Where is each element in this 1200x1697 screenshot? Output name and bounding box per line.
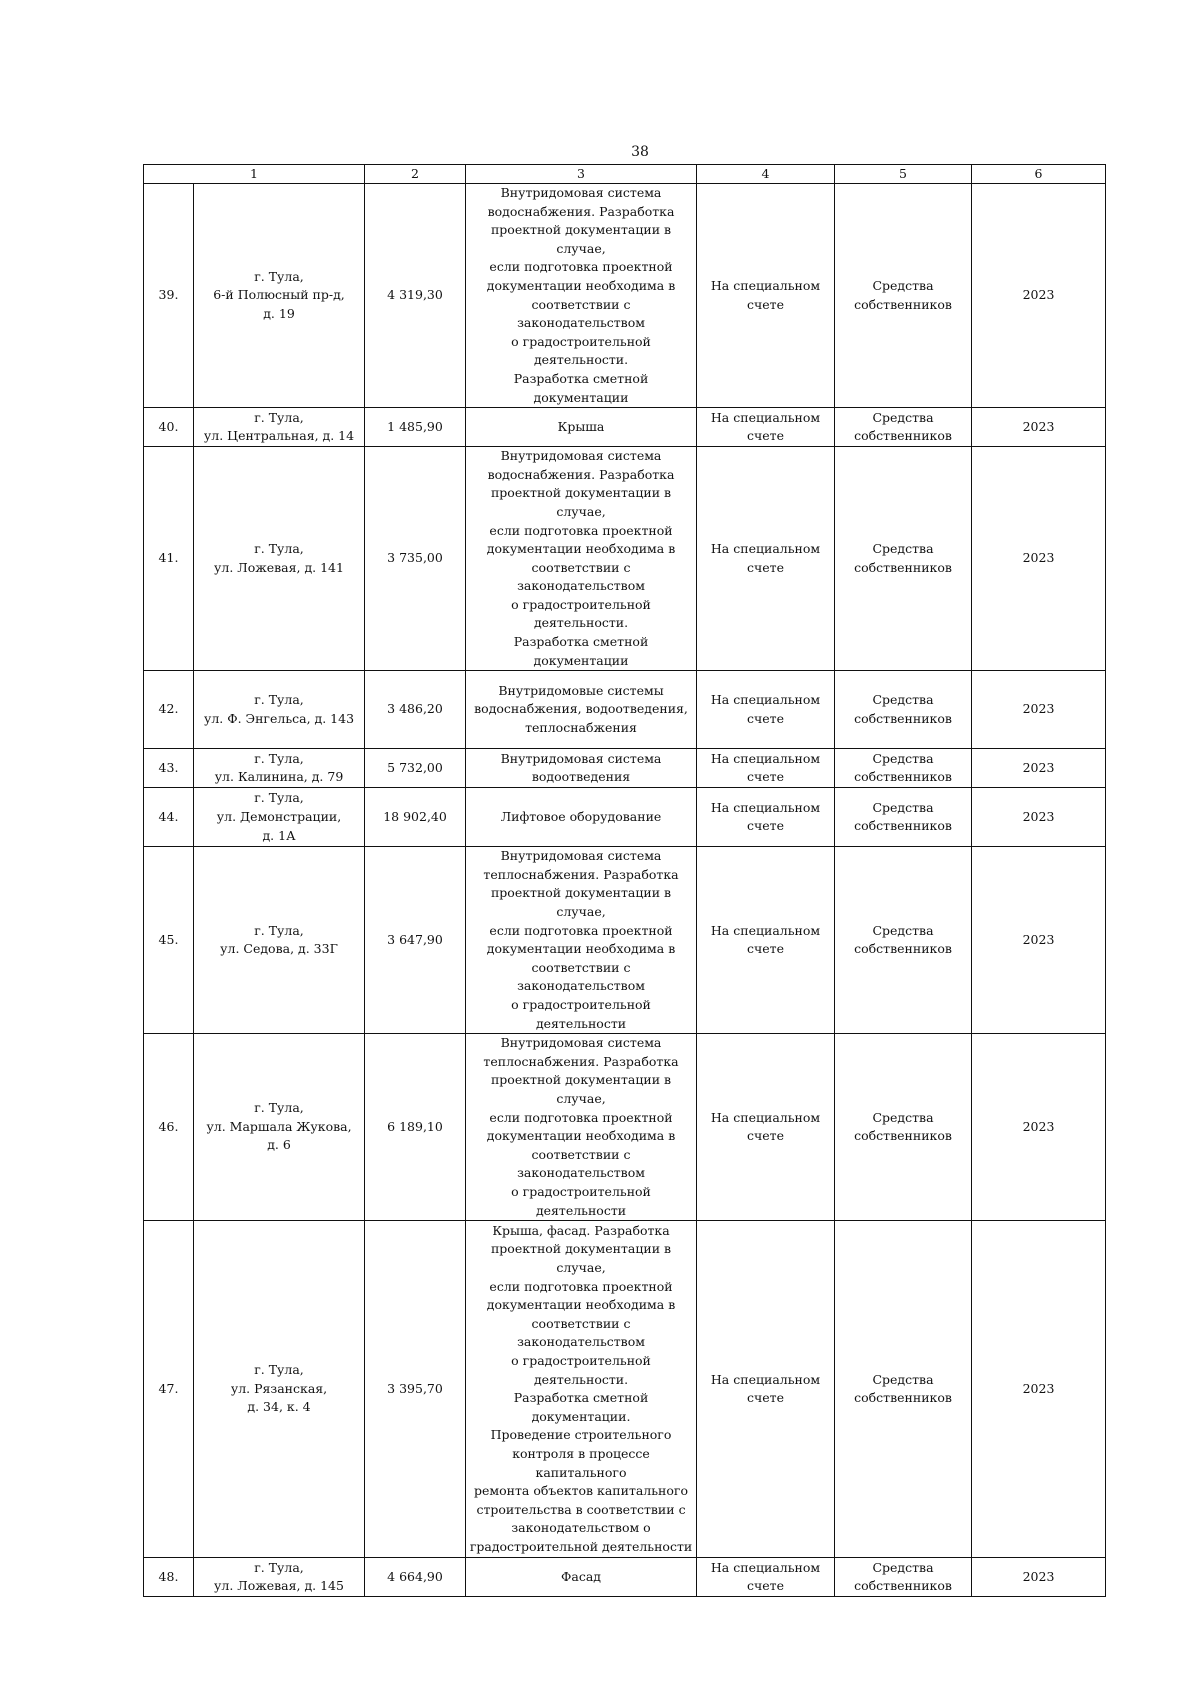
area-cell: 4 664,90 <box>365 1558 466 1597</box>
row-number: 46. <box>144 1034 194 1221</box>
address-cell <box>194 788 365 847</box>
area-cell: 6 189,10 <box>365 1034 466 1221</box>
account-cell-line: счете <box>747 941 784 957</box>
account-cell <box>697 1034 835 1221</box>
address-cell-line: ул. Ложевая, д. 141 <box>214 559 344 575</box>
funding-source-cell-line: Средства <box>872 277 934 293</box>
year-cell: 2023 <box>972 184 1106 408</box>
table-body <box>144 184 1106 1597</box>
work-type-cell <box>466 847 697 1034</box>
address-cell-line: д. 34, к. 4 <box>247 1399 311 1415</box>
column-header-6: 6 <box>972 165 1106 184</box>
account-cell-line: счете <box>747 428 784 444</box>
work-type-cell <box>466 408 697 447</box>
row-number: 39. <box>144 184 194 408</box>
address-cell-line: г. Тула, <box>254 750 304 766</box>
area-cell: 18 902,40 <box>365 788 466 847</box>
work-type-cell-line: Разработка сметной документации <box>513 370 649 405</box>
year-cell: 2023 <box>972 1034 1106 1221</box>
work-type-cell-line: Внутридомовая система <box>500 185 662 200</box>
row-number: 45. <box>144 847 194 1034</box>
account-cell-line: счете <box>747 1390 784 1406</box>
funding-source-cell <box>835 847 972 1034</box>
address-cell <box>194 749 365 788</box>
address-cell-line: г. Тула, <box>254 790 304 806</box>
funding-source-cell-line: Средства <box>872 922 934 938</box>
account-cell <box>697 447 835 671</box>
address-cell-line: г. Тула, <box>254 1362 304 1378</box>
account-cell-line: счете <box>747 296 784 312</box>
work-type-cell-line: Крыша, фасад. Разработка <box>492 1222 670 1238</box>
funding-source-cell-line: Средства <box>872 1109 934 1125</box>
funding-source-cell <box>835 447 972 671</box>
work-type-cell-line: Внутридомовая система <box>500 448 662 464</box>
funding-source-cell <box>835 408 972 447</box>
funding-source-cell <box>835 184 972 408</box>
address-cell <box>194 184 365 408</box>
table-row <box>144 447 1106 671</box>
work-type-cell-line: если подготовка проектной <box>489 922 673 938</box>
row-number: 41. <box>144 447 194 671</box>
account-cell-line: счете <box>747 559 784 575</box>
work-type-cell-line: о градостроительной деятельности. <box>511 1352 651 1387</box>
work-type-cell-line: Лифтовое оборудование <box>500 808 662 824</box>
funding-source-cell-line: Средства <box>872 541 934 557</box>
work-type-cell-line: теплоснабжения <box>525 720 637 736</box>
account-cell <box>697 788 835 847</box>
address-cell-line: г. Тула, <box>254 692 304 708</box>
address-cell <box>194 1221 365 1558</box>
work-type-cell-line: Внутридомовые системы <box>498 682 664 698</box>
year-cell: 2023 <box>972 447 1106 671</box>
funding-source-cell-line: Средства <box>872 1371 934 1387</box>
account-cell <box>697 408 835 447</box>
table-row <box>144 847 1106 1034</box>
area-cell: 4 319,30 <box>365 184 466 408</box>
table-row <box>144 1221 1106 1558</box>
area-cell: 3 735,00 <box>365 447 466 671</box>
account-cell <box>697 1558 835 1597</box>
page-number: 38 <box>631 144 649 160</box>
address-cell-line: ул. Маршала Жукова, <box>206 1118 352 1134</box>
table-row <box>144 788 1106 847</box>
year-cell: 2023 <box>972 408 1106 447</box>
account-cell-line: На специальном <box>710 750 821 766</box>
work-type-cell-line: водоснабжения. Разработка <box>487 466 675 482</box>
table-row <box>144 1558 1106 1597</box>
address-cell-line: г. Тула, <box>254 409 304 425</box>
work-type-cell-line: строительства в соответствии с <box>476 1501 686 1517</box>
address-cell <box>194 671 365 749</box>
address-cell-line: ул. Седова, д. 33Г <box>220 941 338 957</box>
table-row <box>144 749 1106 788</box>
year-cell: 2023 <box>972 671 1106 749</box>
account-cell-line: счете <box>747 710 784 726</box>
table-row <box>144 408 1106 447</box>
address-cell-line: ул. Ф. Энгельса, д. 143 <box>203 710 355 726</box>
address-cell-line: ул. Центральная, д. 14 <box>203 428 355 444</box>
work-type-cell-line: Крыша <box>557 418 605 434</box>
work-type-cell-line: градостроительной деятельности <box>469 1538 693 1554</box>
work-type-cell-line: проектной документации в случае, <box>490 1072 672 1106</box>
work-type-cell-line: если подготовка проектной <box>489 1278 673 1294</box>
account-cell-line: На специальном <box>710 409 821 425</box>
area-cell: 5 732,00 <box>365 749 466 788</box>
address-cell-line: д. 19 <box>263 305 295 321</box>
table-row <box>144 1034 1106 1221</box>
year-cell: 2023 <box>972 788 1106 847</box>
account-cell-line: На специальном <box>710 692 821 708</box>
account-cell-line: На специальном <box>710 1109 821 1125</box>
work-type-cell-line: о градостроительной деятельности. <box>511 333 651 368</box>
work-type-cell-line: водоснабжения, водоотведения, <box>474 701 688 717</box>
funding-source-cell-line: собственников <box>854 559 952 575</box>
work-type-cell-line: если подготовка проектной <box>489 259 673 275</box>
column-header-1: 1 <box>144 165 365 184</box>
account-cell <box>697 847 835 1034</box>
column-header-4: 4 <box>697 165 835 184</box>
address-cell-line: г. Тула, <box>254 922 304 938</box>
work-type-cell-line: проектной документации в случае, <box>490 485 672 519</box>
address-cell-line: г. Тула, <box>254 541 304 557</box>
address-cell-line: д. 6 <box>267 1137 291 1153</box>
area-cell: 3 486,20 <box>365 671 466 749</box>
account-cell <box>697 184 835 408</box>
work-type-cell <box>466 1034 697 1221</box>
address-cell-line: г. Тула, <box>254 1100 304 1116</box>
year-cell: 2023 <box>972 749 1106 788</box>
row-number: 43. <box>144 749 194 788</box>
work-type-cell-line: Внутридомовая система <box>500 1035 662 1051</box>
work-type-cell <box>466 184 697 408</box>
work-type-cell-line: о градостроительной деятельности <box>511 997 651 1031</box>
account-cell-line: счете <box>747 769 784 785</box>
work-type-cell-line: документации необходима в <box>486 941 676 957</box>
table-row <box>144 671 1106 749</box>
work-type-cell-line: если подготовка проектной <box>489 522 673 538</box>
work-type-cell-line: о градостроительной деятельности <box>511 1183 651 1218</box>
work-type-cell-line: водоснабжения. Разработка <box>487 203 675 219</box>
funding-source-cell-line: собственников <box>854 1128 952 1144</box>
address-cell-line: ул. Демонстрации, <box>216 808 342 824</box>
address-cell-line: ул. Рязанская, <box>230 1380 328 1396</box>
account-cell-line: На специальном <box>710 1371 821 1387</box>
funding-source-cell-line: собственников <box>854 296 952 312</box>
row-number: 42. <box>144 671 194 749</box>
work-type-cell-line: документации необходима в <box>486 1128 676 1144</box>
address-cell <box>194 847 365 1034</box>
funding-source-cell-line: Средства <box>872 750 934 766</box>
funding-source-cell-line: Средства <box>872 799 934 815</box>
funding-source-cell-line: Средства <box>872 692 934 708</box>
funding-source-cell-line: собственников <box>854 1390 952 1406</box>
funding-source-cell <box>835 1558 972 1597</box>
row-number: 44. <box>144 788 194 847</box>
funding-source-cell <box>835 788 972 847</box>
work-type-cell-line: соответствии с законодательством <box>517 296 645 331</box>
work-type-cell-line: контроля в процессе капитального <box>512 1445 650 1480</box>
account-cell-line: На специальном <box>710 277 821 293</box>
address-cell <box>194 447 365 671</box>
work-type-cell-line: документации необходима в <box>486 1297 676 1313</box>
account-cell-line: счете <box>747 1578 784 1594</box>
account-cell <box>697 671 835 749</box>
funding-source-cell-line: собственников <box>854 769 952 785</box>
account-cell-line: счете <box>747 818 784 834</box>
work-type-cell-line: проектной документации в случае, <box>490 1241 672 1275</box>
header-row <box>144 165 1106 184</box>
work-type-cell <box>466 671 697 749</box>
funding-source-cell <box>835 1221 972 1558</box>
work-type-cell-line: теплоснабжения. Разработка <box>483 866 679 882</box>
funding-source-cell-line: собственников <box>854 818 952 834</box>
area-cell: 3 647,90 <box>365 847 466 1034</box>
address-cell-line: ул. Ложевая, д. 145 <box>214 1578 344 1594</box>
address-cell-line: г. Тула, <box>254 268 304 284</box>
row-number: 48. <box>144 1558 194 1597</box>
row-number: 40. <box>144 408 194 447</box>
area-cell: 3 395,70 <box>365 1221 466 1558</box>
work-type-cell-line: Внутридомовая система <box>500 848 662 864</box>
work-type-cell <box>466 1221 697 1558</box>
column-header-2: 2 <box>365 165 466 184</box>
work-type-cell-line: ремонта объектов капитального <box>474 1483 688 1499</box>
work-type-cell-line: Проведение строительного <box>490 1427 672 1443</box>
address-cell-line: 6-й Полюсный пр-д, <box>213 287 345 303</box>
repair-schedule-table <box>143 164 1106 1597</box>
account-cell-line: На специальном <box>710 541 821 557</box>
row-number: 47. <box>144 1221 194 1558</box>
account-cell-line: счете <box>747 1128 784 1144</box>
funding-source-cell-line: собственников <box>854 710 952 726</box>
work-type-cell-line: Внутридомовая система <box>500 750 662 766</box>
account-cell <box>697 749 835 788</box>
account-cell-line: На специальном <box>710 799 821 815</box>
work-type-cell-line: о градостроительной деятельности. <box>511 596 651 631</box>
funding-source-cell <box>835 749 972 788</box>
work-type-cell-line: проектной документации в случае, <box>490 222 672 256</box>
year-cell: 2023 <box>972 1558 1106 1597</box>
funding-source-cell-line: собственников <box>854 1578 952 1594</box>
work-type-cell-line: соответствии с законодательством <box>517 559 645 594</box>
work-type-cell-line: Разработка сметной документации. <box>513 1390 649 1424</box>
account-cell-line: На специальном <box>710 1559 821 1575</box>
work-type-cell-line: если подготовка проектной <box>489 1109 673 1125</box>
year-cell: 2023 <box>972 1221 1106 1558</box>
work-type-cell-line: проектной документации в случае, <box>490 885 672 920</box>
work-type-cell <box>466 447 697 671</box>
funding-source-cell-line: Средства <box>872 409 934 425</box>
funding-source-cell-line: собственников <box>854 941 952 957</box>
work-type-cell-line: теплоснабжения. Разработка <box>483 1053 679 1069</box>
address-cell <box>194 408 365 447</box>
account-cell-line: На специальном <box>710 922 821 938</box>
year-cell: 2023 <box>972 847 1106 1034</box>
work-type-cell-line: законодательством о <box>511 1520 651 1536</box>
work-type-cell <box>466 788 697 847</box>
work-type-cell-line: Фасад <box>561 1568 601 1584</box>
work-type-cell-line: документации необходима в <box>486 541 676 557</box>
address-cell <box>194 1558 365 1597</box>
account-cell <box>697 1221 835 1558</box>
work-type-cell-line: Разработка сметной документации <box>513 634 649 668</box>
funding-source-cell <box>835 1034 972 1221</box>
table-row <box>144 184 1106 408</box>
funding-source-cell-line: собственников <box>854 428 952 444</box>
area-cell: 1 485,90 <box>365 408 466 447</box>
column-header-5: 5 <box>835 165 972 184</box>
work-type-cell-line: документации необходима в <box>486 277 676 293</box>
address-cell <box>194 1034 365 1221</box>
work-type-cell-line: водоотведения <box>531 769 631 785</box>
work-type-cell <box>466 1558 697 1597</box>
address-cell-line: д. 1А <box>262 827 296 843</box>
work-type-cell-line: соответствии с законодательством <box>517 959 645 994</box>
funding-source-cell-line: Средства <box>872 1559 934 1575</box>
work-type-cell <box>466 749 697 788</box>
work-type-cell-line: соответствии с законодательством <box>517 1146 645 1181</box>
column-header-3: 3 <box>466 165 697 184</box>
address-cell-line: ул. Калинина, д. 79 <box>214 769 344 785</box>
work-type-cell-line: соответствии с законодательством <box>517 1315 645 1350</box>
address-cell-line: г. Тула, <box>254 1559 304 1575</box>
funding-source-cell <box>835 671 972 749</box>
